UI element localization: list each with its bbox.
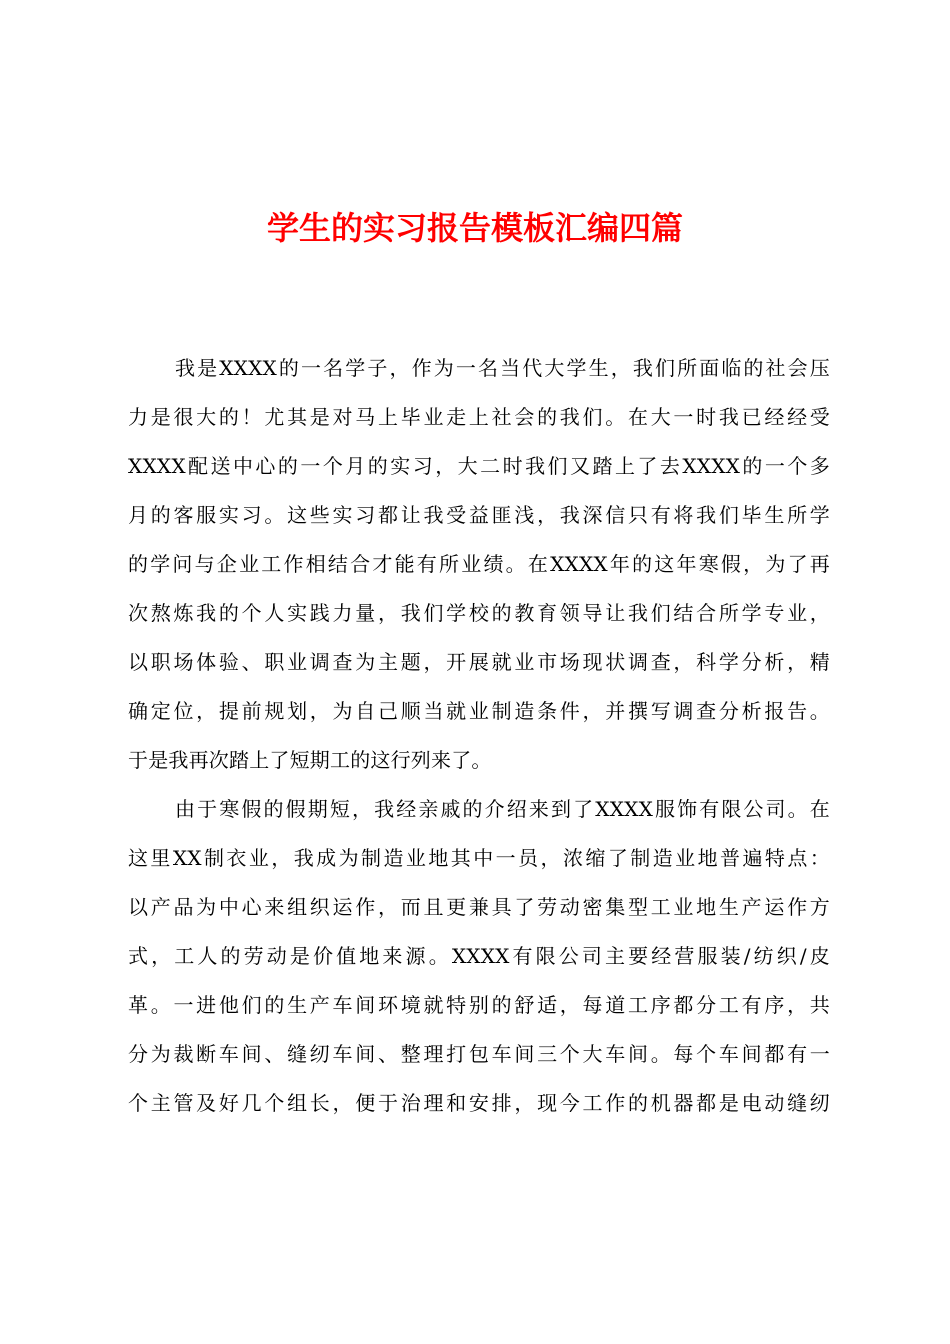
paragraph-line: 的学问与企业工作相结合才能有所业绩。在XXXX年的这年寒假，为了再 (128, 552, 830, 576)
paragraph-line: 于是我再次踏上了短期工的这行列来了。 (128, 748, 492, 772)
paragraph-line: 我是XXXX的一名学子，作为一名当代大学生，我们所面临的社会压 (175, 356, 830, 380)
paragraph-line: 力是很大的！尤其是对马上毕业走上社会的我们。在大一时我已经经受 (128, 405, 830, 429)
paragraph-line: 式，工人的劳动是价值地来源。XXXX有限公司主要经营服装/纺织/皮 (128, 944, 830, 968)
paragraph-line: 次熬炼我的个人实践力量，我们学校的教育领导让我们结合所学专业， (128, 601, 830, 625)
paragraph-line: 月的客服实习。这些实习都让我受益匪浅，我深信只有将我们毕生所学 (128, 503, 830, 527)
paragraph-line: XXXX配送中心的一个月的实习，大二时我们又踏上了去XXXX的一个多 (128, 454, 830, 478)
paragraph-line: 个主管及好几个组长，便于治理和安排，现今工作的机器都是电动缝纫 (128, 1091, 830, 1115)
document-body (128, 344, 830, 1128)
document-title: 学生的实习报告模板汇编四篇 (266, 209, 683, 247)
paragraph-line: 以职场体验、职业调查为主题，开展就业市场现状调查，科学分析，精 (128, 650, 830, 674)
paragraph-line: 这里XX制衣业，我成为制造业地其中一员，浓缩了制造业地普遍特点： (128, 846, 830, 870)
paragraph-2 (128, 785, 830, 1128)
paragraph-line: 确定位，提前规划，为自己顺当就业制造条件，并撰写调查分析报告。 (128, 699, 830, 723)
paragraph-line: 由于寒假的假期短，我经亲戚的介绍来到了XXXX服饰有限公司。在 (175, 797, 830, 821)
paragraph-line: 以产品为中心来组织运作，而且更兼具了劳动密集型工业地生产运作方 (128, 895, 830, 919)
paragraph-line: 分为裁断车间、缝纫车间、整理打包车间三个大车间。每个车间都有一 (128, 1042, 830, 1066)
paragraph-line: 革。一进他们的生产车间环境就特别的舒适，每道工序都分工有序，共 (128, 993, 830, 1017)
paragraph-1 (128, 344, 830, 785)
